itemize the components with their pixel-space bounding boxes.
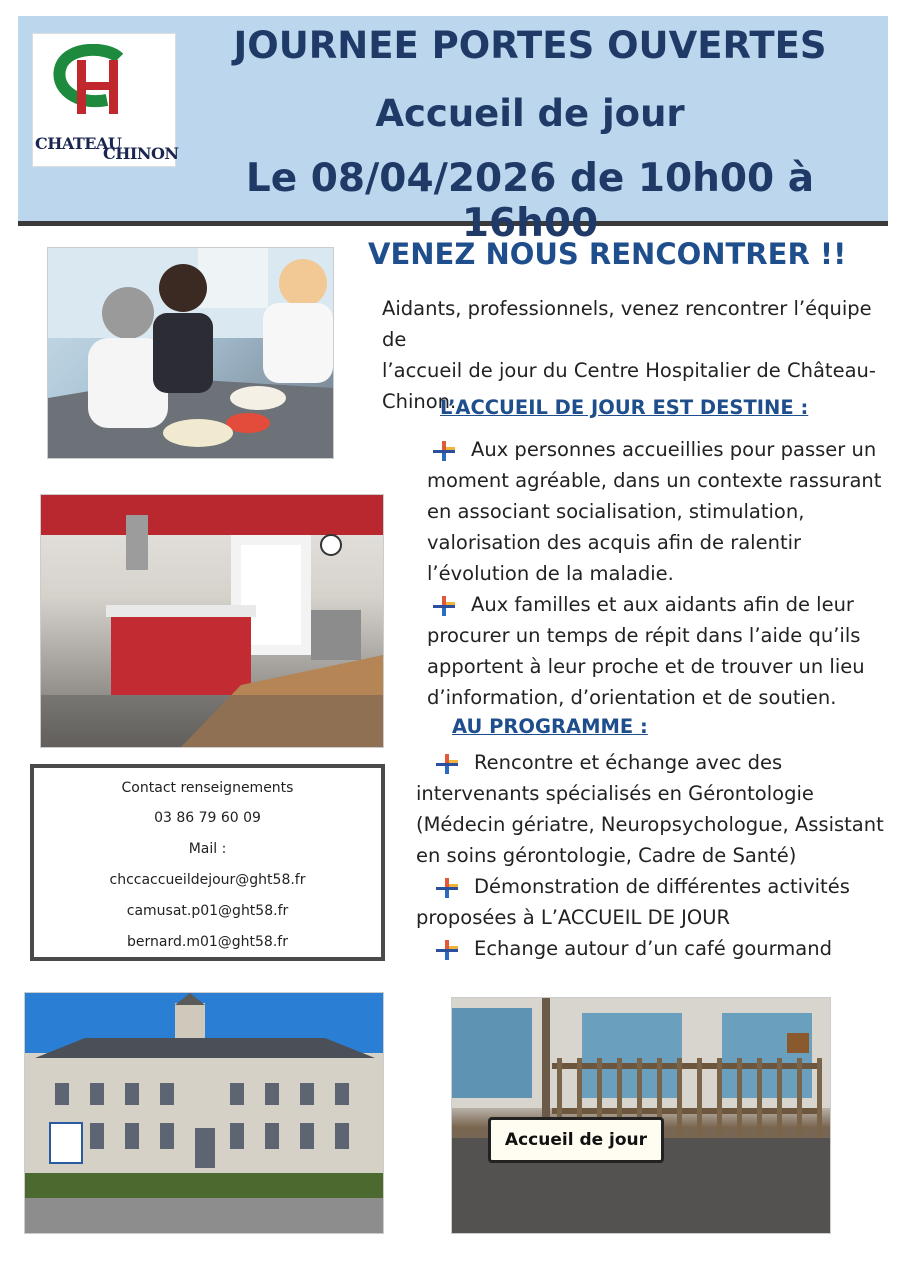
activity-room-photo (40, 494, 384, 748)
activity-photo-kitchen-table (47, 247, 334, 459)
programme-item (416, 871, 896, 933)
contact-title: Contact renseignements (121, 780, 294, 796)
programme-item-line: en soins gérontologie, Cadre de Santé) (416, 844, 797, 867)
destine-item-line: d’information, d’orientation et de soutien. (427, 686, 837, 709)
bullet-cross-icon (436, 940, 458, 960)
day-care-entrance-photo (451, 997, 831, 1234)
programme-item (416, 933, 896, 964)
logo-text-chinon: CHINON (103, 144, 179, 163)
contact-email[interactable]: camusat.p01@ght58.fr (126, 903, 289, 919)
event-date: Le 08/04/2026 de 10h00 à 16h00 (245, 156, 815, 246)
page-subtitle: Accueil de jour (375, 92, 685, 135)
destine-item (427, 589, 897, 713)
programme-item-text: Echange autour d’un café gourmand (474, 937, 832, 960)
section-title-colon: : (793, 396, 809, 419)
programme-item-line (436, 933, 896, 964)
destine-item-line: moment agréable, dans un contexte rassurant (427, 469, 882, 492)
programme-item-text: Rencontre et échange avec des (474, 751, 783, 774)
destine-item-text: Aux personnes accueillies pour passer un (471, 438, 877, 461)
programme-item-line (436, 747, 896, 778)
programme-item-line: (Médecin gériatre, Neuropsychologue, Assistant (416, 813, 884, 836)
destine-item-line: valorisation des acquis afin de ralentir (427, 531, 802, 554)
contact-phone: 03 86 79 60 09 (154, 810, 261, 826)
page-title: JOURNEE PORTES OUVERTES (233, 24, 827, 67)
headline: VENEZ NOUS RENCONTRER !! (368, 237, 847, 271)
intro-line: Chinon. (382, 390, 457, 413)
bullet-cross-icon (436, 754, 458, 774)
section-title-colon: : (633, 715, 648, 738)
programme-item-line (436, 871, 896, 902)
section-title-text: L’ACCUEIL DE JOUR EST DESTINE (440, 396, 794, 419)
contact-mail-label: Mail : (188, 841, 227, 857)
bullet-cross-icon (433, 441, 455, 461)
accueil-de-jour-sign: Accueil de jour (488, 1117, 664, 1163)
section-title-destine (440, 396, 808, 419)
ch-logo-icon (47, 44, 142, 114)
contact-box (30, 764, 385, 961)
bullet-cross-icon (436, 878, 458, 898)
destine-item-line: procurer un temps de répit dans l’aide qu’ils (427, 624, 861, 647)
hospital-logo (32, 33, 179, 167)
programme-item-line: intervenants spécialisés en Gérontologie (416, 782, 814, 805)
intro-line: Aidants, professionnels, venez rencontrer l’équipe de (382, 297, 872, 351)
section-title-text: AU PROGRAMME (452, 715, 634, 738)
destine-item-line (433, 434, 897, 465)
intro-line: l’accueil de jour du Centre Hospitalier de Château- (382, 359, 876, 382)
contact-email[interactable]: bernard.m01@ght58.fr (127, 934, 288, 950)
programme-item (416, 747, 896, 871)
destine-item-line: en associant socialisation, stimulation, (427, 500, 805, 523)
section-title-programme (452, 715, 648, 738)
destine-item (427, 434, 897, 589)
destine-item-line: l’évolution de la maladie. (427, 562, 674, 585)
contact-email[interactable]: chccaccueildejour@ght58.fr (109, 872, 306, 888)
logo-text-chateau: CHATEAU (35, 134, 122, 153)
destine-item-text: Aux familles et aux aidants afin de leur (471, 593, 854, 616)
bullet-cross-icon (433, 596, 455, 616)
programme-item-text: Démonstration de différentes activités (474, 875, 850, 898)
programme-item-line: proposées à L’ACCUEIL DE JOUR (416, 906, 731, 929)
hospital-building-photo (24, 992, 384, 1234)
destine-item-line: apportent à leur proche et de trouver un lieu (427, 655, 865, 678)
destine-item-line (433, 589, 897, 620)
